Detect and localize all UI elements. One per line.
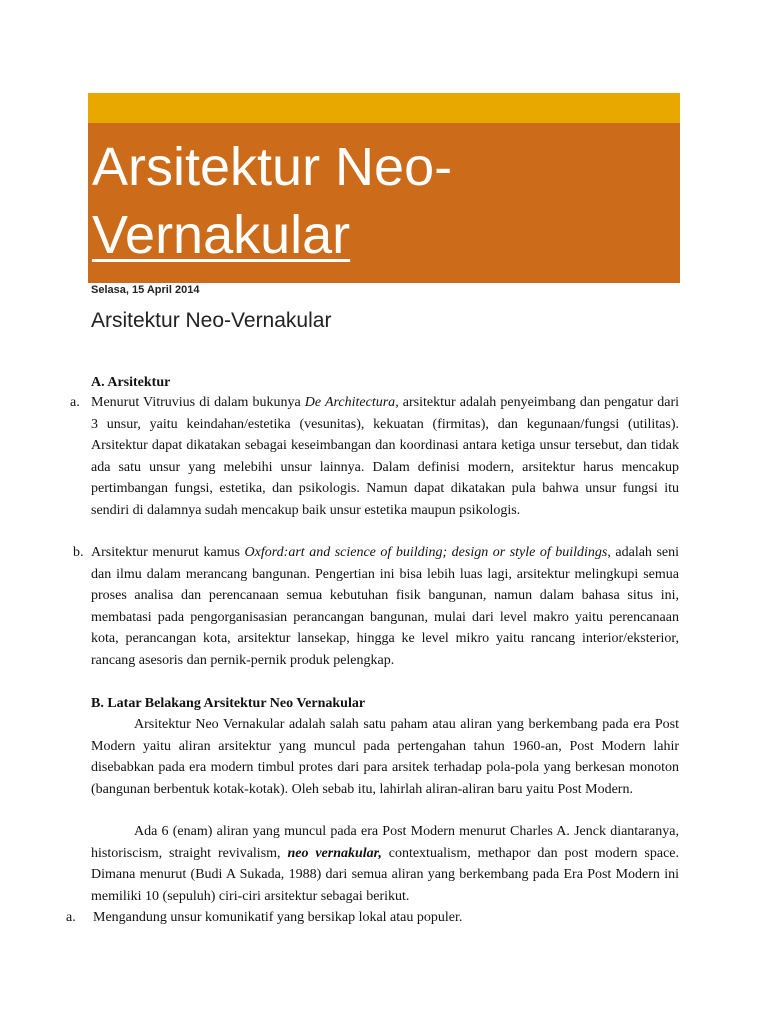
blog-header bbox=[88, 123, 680, 283]
item-b-text-start: Arsitektur menurut kamus bbox=[91, 545, 245, 560]
item-a-italic-title: De Architectura bbox=[304, 395, 396, 410]
paragraph-2-text-start: Ada 6 (enam) aliran yang muncul pada era Post Modern menurut Charles A. Jenck diantaranya, historiscism, straight revivalism, bbox=[91, 824, 679, 861]
section-a-item-a bbox=[70, 392, 680, 521]
neo-vernakular-emphasis: neo vernakular, bbox=[287, 845, 382, 861]
blog-title[interactable] bbox=[92, 133, 452, 269]
post-date: Selasa, 15 April 2014 bbox=[91, 284, 200, 296]
section-b-paragraph-2 bbox=[91, 821, 679, 907]
section-b-paragraph-1: Arsitektur Neo Vernakular adalah salah satu paham atau aliran yang berkembang pada era Post Modern yaitu aliran arsitektur yang muncul pada pertengahan tahun 1960-an, Post Modern lahir disebabkan pada era modern timbul protes dari para arsitek terhadap pola-pola yang berkesan monoton (bangunan berbentuk kotak-kotak). Oleh sebab itu, lahirlah aliran-aliran baru yaitu Post Modern. bbox=[91, 717, 679, 797]
header-top-bar bbox=[88, 93, 680, 123]
post-title: Arsitektur Neo-Vernakular bbox=[91, 309, 332, 332]
section-b-heading: B. Latar Belakang Arsitektur Neo Vernakular bbox=[91, 696, 366, 711]
item-a-text-end: , arsitektur adalah penyeimbang dan pengatur dari 3 unsur, yaitu keindahan/estetika (vesunitas), kekuatan (firmitas), dan kegunaan/fungsi (utilitas). Arsitektur dapat dikatakan sebagai keseimbangan dan koordinasi antara ketiga unsur tersebut, dan tidak ada satu unsur yang melebihi unsur lainnya. Dalam definisi modern, arsitektur harus mencakup pertimbangan fungsi, estetika, dan psikologis. Namun dapat dikatakan pula bahwa unsur fungsi itu sendiri di dalamnya sudah mencakup baik unsur estetika maupun psikologis. bbox=[91, 395, 680, 518]
blog-title-line2: Vernakular bbox=[92, 205, 351, 265]
list-item-text: Mengandung unsur komunikatif yang bersikap lokal atau populer. bbox=[93, 910, 463, 925]
paragraph-2-text-end: contextualism, methapor dan post modern space. Dimana menurut (Budi A Sukada, 1988) dari semua aliran yang berkembang pada Era Post Modern ini memiliki 10 (sepuluh) ciri-ciri arsitektur sebagai berikut. bbox=[91, 845, 679, 904]
list-marker: a. bbox=[66, 910, 76, 925]
item-a-text-start: Menurut Vitruvius di dalam bukunya bbox=[91, 395, 305, 410]
blog-title-line1: Arsitektur Neo- bbox=[92, 137, 453, 197]
list-marker: b. bbox=[73, 545, 84, 560]
section-b-list-item-a bbox=[66, 907, 462, 928]
list-marker: a. bbox=[70, 395, 80, 410]
section-a-item-b bbox=[73, 542, 680, 671]
item-b-text-end: , adalah seni dan ilmu dalam merancang bangunan. Pengertian ini bisa lebih luas lagi, arsitektur melingkupi semua proses analisa dan perencanaan semua kebutuhan fisik bangunan, namun dalam bahasa situs ini, membatasi pada pengorganisasian perancangan bangunan, mulai dari level makro yaitu perencanaan kota, perancangan kota, arsitektur lansekap, hingga ke level mikro yaitu rancang interior/eksterior, rancang asesoris dan pernik-pernik produk pelengkap. bbox=[91, 545, 680, 668]
item-b-italic-definition: Oxford:art and science of building; design or style of buildings bbox=[244, 545, 608, 560]
section-a-heading: A. Arsitektur bbox=[91, 375, 171, 390]
